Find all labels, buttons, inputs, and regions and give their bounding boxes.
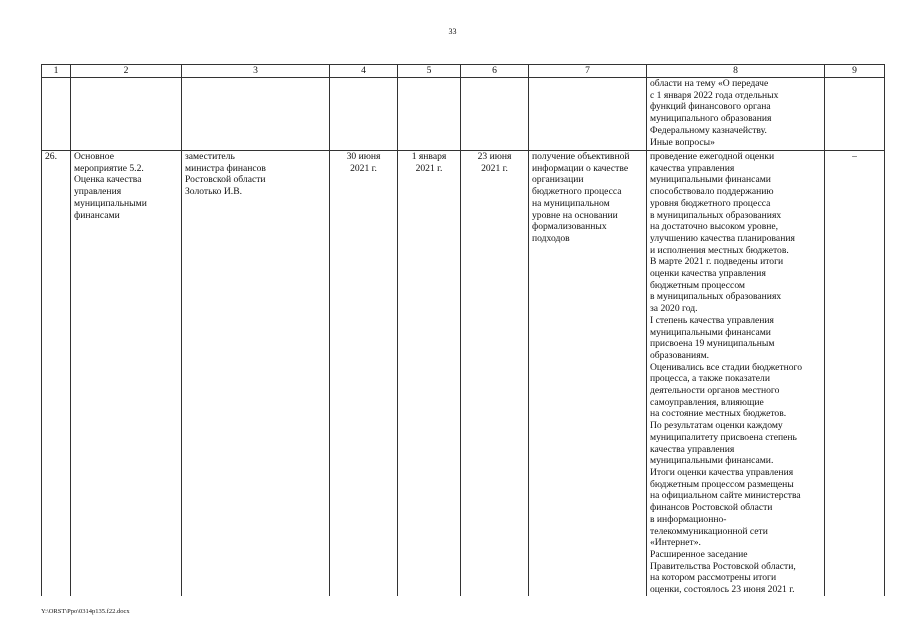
row-number: 26.: [42, 151, 71, 597]
column-header-9: 9: [825, 65, 885, 78]
continuation-result-cell: области на тему «О передаче с 1 января 2022 года отдельных функций финансового органа муниципального образования Федеральному казначейству. Иные вопросы»: [647, 78, 825, 151]
measure-name-cell: Основное мероприятие 5.2. Оценка качества управления муниципальными финансами: [71, 151, 182, 597]
table-row: [42, 151, 885, 597]
end-date-cell: 23 июня 2021 г.: [461, 151, 529, 597]
footer-file-path: Y:\ORST\Ppo\0314p135.f22.docx: [41, 608, 130, 615]
report-table: [41, 64, 885, 596]
actual-result-cell: проведение ежегодной оценки качества управления муниципальными финансами способствовало поддержанию уровня бюджетного процесса в муниципальных образованиях на достаточно высоком уровне, улучшению качества планирования и исполнения местных бюджетов. В марте 2021 г. подведены итоги оценки качества управления бюджетным процессом в муниципальных образованиях за 2020 год. I степень качества управления муниципальными финансами присвоена 19 муниципальным образованиям. Оценивались все стадии бюджетного процесса, а также показатели деятельности органов местного самоуправления, влияющие на состояние местных бюджетов. По результатам оценки каждому муниципалитету присвоена степень качества управления муниципальными финансами. Итоги оценки качества управления бюджетным процессом размещены на официальном сайте министерства финансов Ростовской области в информационно- телекоммуникационной сети «Интернет». Расширенное заседание Правительства Ростовской области, на котором рассмотрены итоги оценки, состоялось 23 июня 2021 г.: [647, 151, 825, 597]
column-header-2: 2: [71, 65, 182, 78]
start-date-cell: 1 января 2021 г.: [398, 151, 461, 597]
column-header-6: 6: [461, 65, 529, 78]
column-number-row: [42, 65, 885, 78]
column-header-5: 5: [398, 65, 461, 78]
planned-date-cell: 30 июня 2021 г.: [330, 151, 398, 597]
table-row: [42, 78, 885, 151]
column-header-7: 7: [529, 65, 647, 78]
page-number: 33: [448, 27, 457, 36]
expected-result-cell: получение объективной информации о качестве организации бюджетного процесса на муниципальном уровне на основании формализованных подходов: [529, 151, 647, 597]
notes-cell: –: [825, 151, 885, 597]
column-header-8: 8: [647, 65, 825, 78]
responsible-cell: заместитель министра финансов Ростовской области Золотько И.В.: [182, 151, 330, 597]
column-header-3: 3: [182, 65, 330, 78]
column-header-4: 4: [330, 65, 398, 78]
column-header-1: 1: [42, 65, 71, 78]
